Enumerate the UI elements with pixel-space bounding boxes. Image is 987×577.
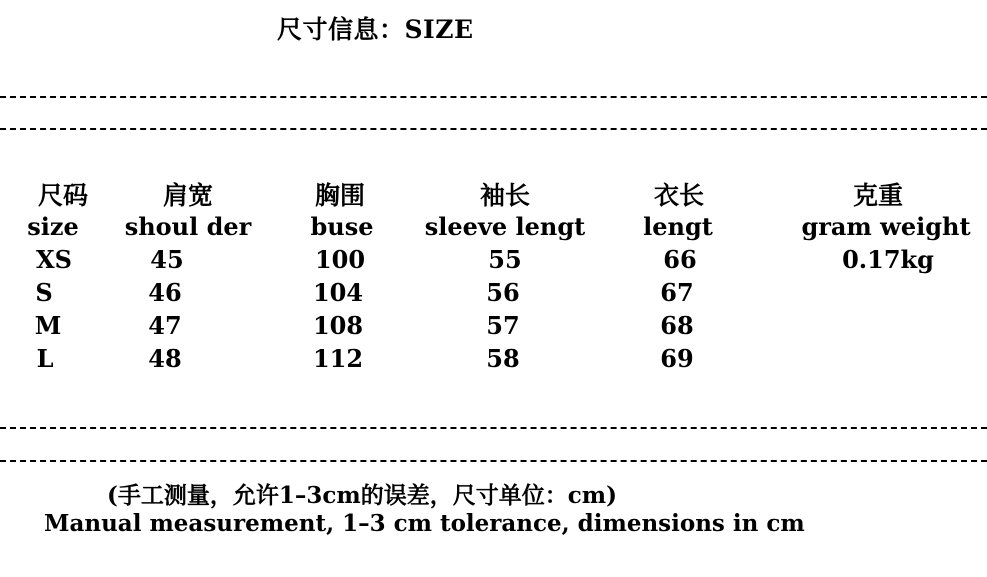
divider-bottom-2 — [0, 460, 987, 462]
header-zh-weight: 克重 — [852, 181, 904, 210]
header-zh-bust: 胸围 — [314, 181, 366, 210]
header-zh-sleeve: 袖长 — [479, 181, 531, 210]
header-en-shoulder: shoul der — [124, 212, 252, 241]
table-cell: 48 — [148, 344, 182, 373]
table-cell: 68 — [660, 311, 694, 340]
table-cell: 66 — [663, 245, 697, 274]
table-cell: XS — [36, 245, 72, 274]
measurement-note-en: Manual measurement, 1–3 cm tolerance, dimensions in cm — [44, 510, 805, 537]
table-cell: 112 — [312, 344, 364, 373]
header-en-size: size — [27, 212, 79, 241]
header-en-length: lengt — [643, 212, 713, 241]
header-zh-shoulder: 肩宽 — [162, 181, 214, 210]
table-cell: 45 — [150, 245, 184, 274]
header-zh-length: 衣长 — [653, 181, 705, 210]
table-cell: M — [34, 311, 62, 340]
table-cell: 0.17kg — [842, 245, 934, 274]
header-en-bust: buse — [310, 212, 374, 241]
divider-top-2 — [0, 128, 987, 130]
header-zh-size: 尺码 — [37, 181, 89, 210]
table-cell: 47 — [148, 311, 182, 340]
table-cell: 58 — [486, 344, 520, 373]
table-cell: 100 — [314, 245, 366, 274]
table-cell: 56 — [486, 278, 520, 307]
table-cell: 55 — [488, 245, 522, 274]
divider-top-1 — [0, 96, 987, 98]
table-cell: 67 — [660, 278, 694, 307]
table-cell: 57 — [486, 311, 520, 340]
measurement-note-zh: (手工测量，允许1–3cm的误差，尺寸单位：cm) — [107, 482, 617, 509]
table-cell: L — [36, 344, 54, 373]
page-title: 尺寸信息：SIZE — [277, 15, 474, 44]
table-cell: 104 — [312, 278, 364, 307]
table-cell: S — [35, 278, 53, 307]
divider-bottom-1 — [0, 427, 987, 429]
header-en-weight: gram weight — [801, 212, 971, 241]
table-cell: 46 — [148, 278, 182, 307]
table-cell: 108 — [312, 311, 364, 340]
table-cell: 69 — [660, 344, 694, 373]
header-en-sleeve: sleeve lengt — [424, 212, 586, 241]
